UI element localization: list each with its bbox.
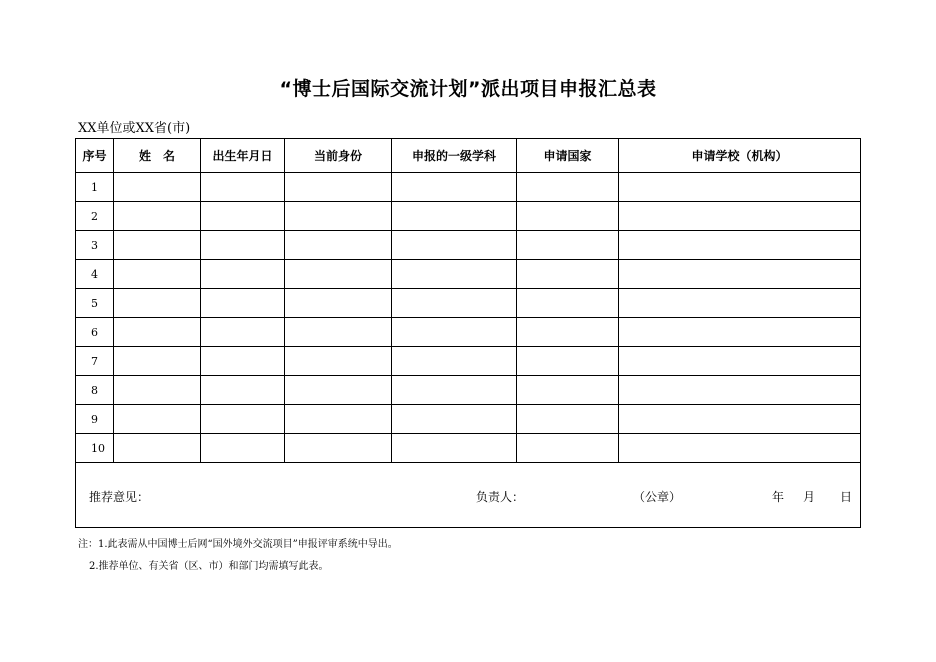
header-discipline: 申报的一级学科 bbox=[392, 139, 517, 173]
cell-country bbox=[517, 231, 619, 260]
cell-discipline bbox=[392, 202, 517, 231]
cell-current-status bbox=[285, 202, 392, 231]
cell-current-status bbox=[285, 260, 392, 289]
recommend-label: 推荐意见： bbox=[89, 490, 150, 504]
table-row bbox=[76, 260, 861, 289]
cell-discipline bbox=[392, 173, 517, 202]
cell-institution bbox=[619, 376, 861, 405]
note-2: 2.推荐单位、有关省（区、市）和部门均需填写此表。 bbox=[89, 561, 329, 572]
cell-country bbox=[517, 434, 619, 463]
table-row bbox=[76, 405, 861, 434]
cell-country bbox=[517, 173, 619, 202]
cell-discipline bbox=[392, 289, 517, 318]
table-row bbox=[76, 231, 861, 260]
cell-institution bbox=[619, 434, 861, 463]
cell-country bbox=[517, 260, 619, 289]
cell-name bbox=[114, 231, 201, 260]
cell-country bbox=[517, 318, 619, 347]
cell-country bbox=[517, 347, 619, 376]
row-index: 2 bbox=[76, 202, 114, 231]
cell-discipline bbox=[392, 405, 517, 434]
cell-institution bbox=[619, 231, 861, 260]
cell-current-status bbox=[285, 289, 392, 318]
header-name: 姓 名 bbox=[114, 139, 201, 173]
cell-institution bbox=[619, 260, 861, 289]
cell-discipline bbox=[392, 347, 517, 376]
row-index: 4 bbox=[76, 260, 114, 289]
cell-discipline bbox=[392, 434, 517, 463]
unit-label: XX单位或XX省(市) bbox=[78, 121, 191, 136]
cell-current-status bbox=[285, 405, 392, 434]
cell-country bbox=[517, 202, 619, 231]
cell-institution bbox=[619, 289, 861, 318]
row-index: 3 bbox=[76, 231, 114, 260]
header-country: 申请国家 bbox=[517, 139, 619, 173]
cell-birthdate bbox=[201, 405, 285, 434]
table-header-row bbox=[76, 139, 861, 173]
responsible-label: 负责人： bbox=[476, 490, 525, 504]
cell-birthdate bbox=[201, 318, 285, 347]
row-index: 10 bbox=[76, 434, 114, 463]
table-row bbox=[76, 202, 861, 231]
day-label: 日 bbox=[840, 490, 853, 504]
cell-institution bbox=[619, 347, 861, 376]
cell-country bbox=[517, 289, 619, 318]
cell-birthdate bbox=[201, 289, 285, 318]
cell-current-status bbox=[285, 231, 392, 260]
cell-institution bbox=[619, 318, 861, 347]
cell-name bbox=[114, 434, 201, 463]
row-index: 7 bbox=[76, 347, 114, 376]
cell-name bbox=[114, 405, 201, 434]
cell-discipline bbox=[392, 318, 517, 347]
cell-country bbox=[517, 405, 619, 434]
cell-institution bbox=[619, 405, 861, 434]
cell-name bbox=[114, 318, 201, 347]
note-1: 注：1.此表需从中国博士后网“国外境外交流项目”申报评审系统中导出。 bbox=[78, 539, 398, 550]
cell-current-status bbox=[285, 318, 392, 347]
cell-birthdate bbox=[201, 434, 285, 463]
signature-row bbox=[76, 463, 861, 528]
table-row bbox=[76, 318, 861, 347]
cell-birthdate bbox=[201, 202, 285, 231]
year-label: 年 bbox=[772, 490, 785, 504]
cell-current-status bbox=[285, 347, 392, 376]
cell-name bbox=[114, 347, 201, 376]
table-row bbox=[76, 173, 861, 202]
cell-institution bbox=[619, 173, 861, 202]
table-row bbox=[76, 289, 861, 318]
seal-label: （公章） bbox=[633, 490, 682, 504]
summary-table bbox=[75, 138, 861, 528]
cell-discipline bbox=[392, 260, 517, 289]
cell-name bbox=[114, 260, 201, 289]
header-birthdate: 出生年月日 bbox=[201, 139, 285, 173]
cell-discipline bbox=[392, 231, 517, 260]
table-row bbox=[76, 347, 861, 376]
header-index: 序号 bbox=[76, 139, 114, 173]
cell-discipline bbox=[392, 376, 517, 405]
signature-cell bbox=[76, 463, 861, 528]
row-index: 5 bbox=[76, 289, 114, 318]
header-current-status: 当前身份 bbox=[285, 139, 392, 173]
cell-birthdate bbox=[201, 231, 285, 260]
cell-birthdate bbox=[201, 347, 285, 376]
cell-name bbox=[114, 376, 201, 405]
cell-birthdate bbox=[201, 376, 285, 405]
table-row bbox=[76, 376, 861, 405]
cell-institution bbox=[619, 202, 861, 231]
cell-current-status bbox=[285, 173, 392, 202]
cell-country bbox=[517, 376, 619, 405]
cell-name bbox=[114, 289, 201, 318]
month-label: 月 bbox=[803, 490, 816, 504]
cell-current-status bbox=[285, 434, 392, 463]
cell-birthdate bbox=[201, 173, 285, 202]
cell-birthdate bbox=[201, 260, 285, 289]
row-index: 6 bbox=[76, 318, 114, 347]
row-index: 1 bbox=[76, 173, 114, 202]
row-index: 8 bbox=[76, 376, 114, 405]
row-index: 9 bbox=[76, 405, 114, 434]
header-institution: 申请学校（机构） bbox=[619, 139, 861, 173]
table-row bbox=[76, 434, 861, 463]
cell-current-status bbox=[285, 376, 392, 405]
cell-name bbox=[114, 173, 201, 202]
cell-name bbox=[114, 202, 201, 231]
page-title: “博士后国际交流计划”派出项目申报汇总表 bbox=[279, 78, 657, 100]
